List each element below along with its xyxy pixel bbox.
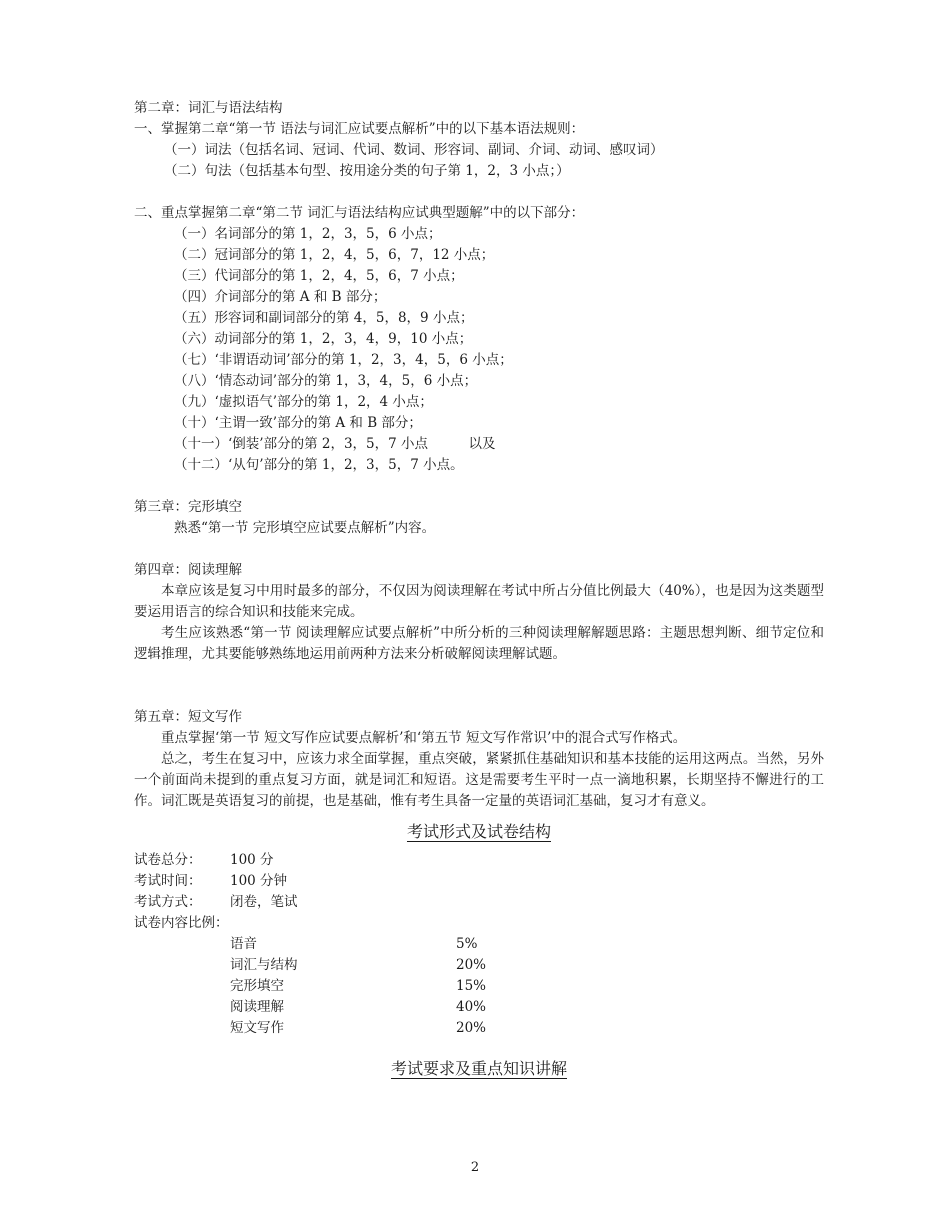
exam-requirements-heading: 考试要求及重点知识讲解	[390, 1059, 567, 1078]
ratio-row: 短文写作 20%	[230, 1020, 487, 1036]
ratio-row: 完形填空 15%	[230, 978, 487, 994]
list-item: （二）冠词部分的第 1，2，4，5，6，7，12 小点；	[174, 247, 495, 263]
ratio-row: 词汇与结构 20%	[230, 957, 487, 973]
list-item: （六）动词部分的第 1，2，3，4，9，10 小点；	[174, 331, 473, 347]
chapter5-paragraph: 重点掌握‘第一节 短文写作应试要点解析’和‘第五节 短文写作常识’中的混合式写作格式。	[161, 730, 687, 746]
info-row-score: 试卷总分： 100 分	[134, 852, 274, 868]
info-row-method: 考试方式： 闭卷，笔试	[134, 894, 298, 910]
list-item: （十一）‘倒装’部分的第 2，3，5，7 小点 以及	[174, 436, 496, 452]
chapter4-paragraph: 考生应该熟悉“第一节 阅读理解应试要点解析”中所分析的三种阅读理解解题思路：主题思想判断、细节定位和逻辑推理，尤其要能够熟练地运用前两种方法来分析破解阅读理解试题。	[134, 625, 824, 662]
chapter4-paragraph: 本章应该是复习中用时最多的部分，不仅因为阅读理解在考试中所占分值比例最大（40%），也是因为这类题型要运用语言的综合知识和技能来完成。	[134, 583, 824, 620]
list-item: （四）介词部分的第 A 和 B 部分；	[174, 289, 387, 305]
chapter4-title: 第四章：阅读理解	[134, 562, 242, 578]
list-item: （七）‘非谓语动词’部分的第 1，2，3，4，5，6 小点；	[174, 352, 513, 368]
list-item: （五）形容词和副词部分的第 4，5，8，9 小点；	[174, 310, 474, 326]
chapter3-title: 第三章：完形填空	[134, 499, 242, 515]
list-item: （一）词法（包括名词、冠词、代词、数词、形容词、副词、介词、动词、感叹词）	[164, 142, 664, 158]
section-one-heading: 一、掌握第二章“第一节 语法与词汇应试要点解析”中的以下基本语法规则：	[134, 121, 585, 137]
list-item: （九）‘虚拟语气’部分的第 1，2，4 小点；	[174, 394, 433, 410]
info-row-time: 考试时间： 100 分钟	[134, 873, 288, 889]
exam-format-heading: 考试形式及试卷结构	[406, 822, 551, 841]
page-content	[134, 98, 824, 1087]
ratio-row: 阅读理解 40%	[230, 999, 487, 1015]
list-item: （十）‘主谓一致’部分的第 A 和 B 部分；	[174, 415, 422, 431]
list-item: （一）名词部分的第 1，2，3，5，6 小点；	[174, 226, 442, 242]
ratio-row: 语音 5%	[230, 936, 478, 952]
list-item: （八）‘情态动词’部分的第 1，3，4，5，6 小点；	[174, 373, 478, 389]
ratio-label: 试卷内容比例：	[134, 915, 229, 931]
chapter2-title: 第二章：词汇与语法结构	[134, 100, 283, 116]
list-item: （二）句法（包括基本句型、按用途分类的句子第 1，2，3 小点；）	[164, 163, 570, 179]
section-two-heading: 二、重点掌握第二章“第二节 词汇与语法结构应试典型题解”中的以下部分：	[134, 205, 585, 221]
chapter3-text: 熟悉“第一节 完形填空应试要点解析”内容。	[174, 520, 436, 536]
chapter5-paragraph: 总之，考生在复习中，应该力求全面掌握，重点突破，紧紧抓住基础知识和基本技能的运用这两点。当然，另外一个前面尚未提到的重点复习方面，就是词汇和短语。这是需要考生平时一点一滴地积累，长期坚持不懈进行的工作。词汇既是英语复习的前提，也是基础，惟有考生具备一定量的英语词汇基础，复习才有意义。	[134, 751, 824, 809]
page-number: 2	[470, 1160, 480, 1175]
list-item: （十二）‘从句’部分的第 1，2，3，5，7 小点。	[174, 457, 464, 473]
chapter5-title: 第五章：短文写作	[134, 709, 242, 725]
list-item: （三）代词部分的第 1，2，4，5，6，7 小点；	[174, 268, 464, 284]
